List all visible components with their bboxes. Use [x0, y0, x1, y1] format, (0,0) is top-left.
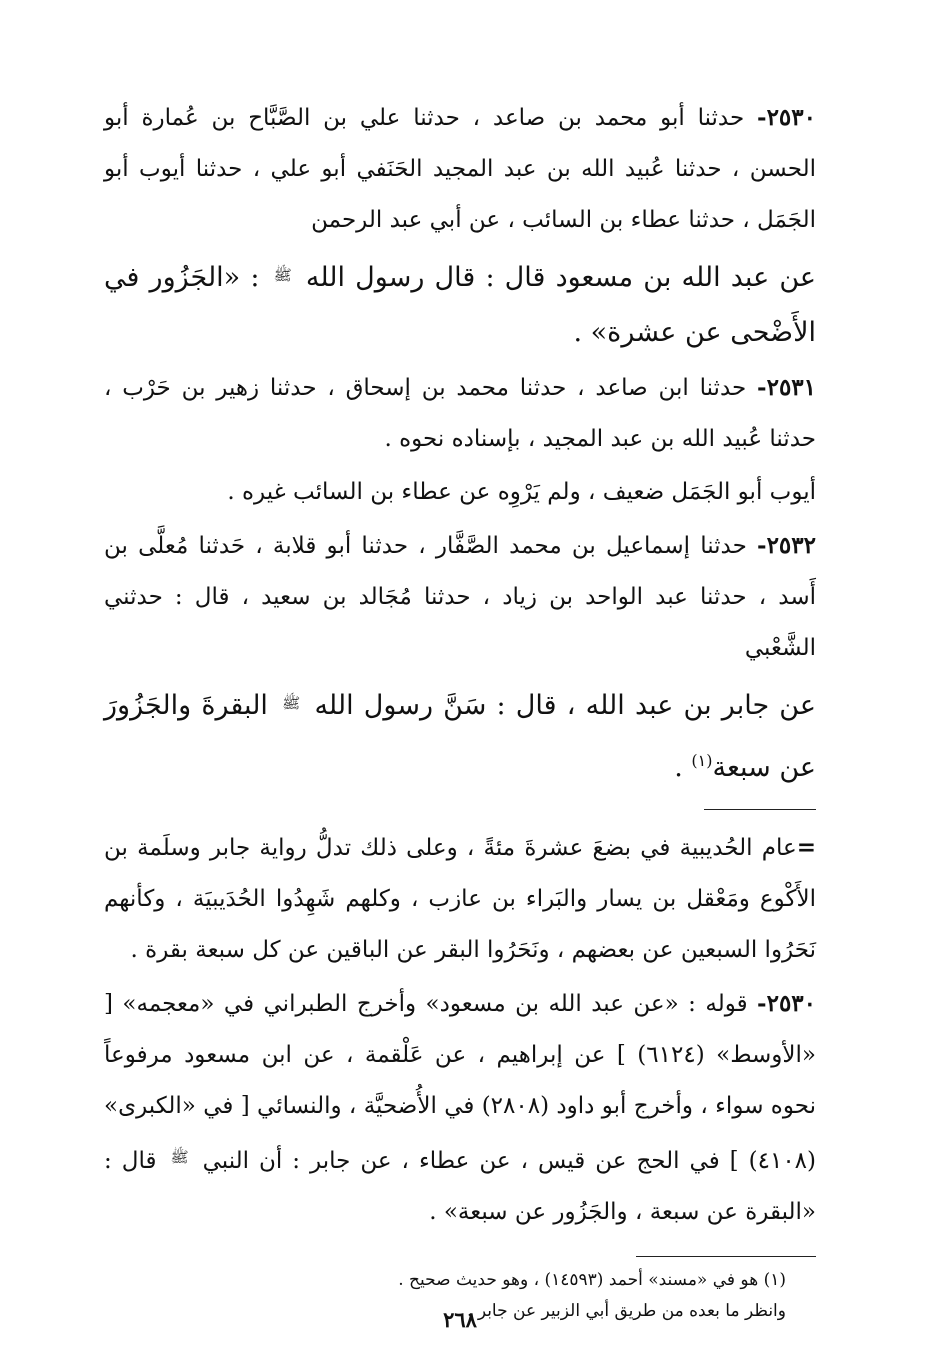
- hadith-2530-isnad: [104, 92, 816, 246]
- isnad-text: حدثنا إسماعيل بن محمد الصَّفَّار ، حدثنا أبو قلابة ، حَدثنا مُعلَّى بن أَسد ، حدثنا عبد الواحد بن زياد ، حدثنا مُجَالد بن سعيد ، قال : حدثني الشَّعْبي: [104, 533, 816, 661]
- hadith-2531-isnad: [104, 362, 816, 465]
- grading-text: أيوب أبو الجَمَل ضعيف ، ولم يَرْوِه عن عطاء بن السائب غيره .: [227, 479, 816, 505]
- document-page: [104, 92, 816, 1332]
- footnote-1: (١) هو في «مسند» أحمد (١٤٥٩٣) ، وهو حديث صحيح .: [398, 1270, 786, 1290]
- salawat-glyph: ﷺ: [273, 266, 292, 284]
- salawat-glyph: ﷺ: [170, 1148, 189, 1166]
- commentary-text: قال : «البقرة عن سبعة ، والجَزُور عن سبعة» .: [104, 1148, 816, 1225]
- hadith-number: ٢٥٣٠-: [757, 104, 816, 131]
- commentary-continuation: [104, 822, 816, 976]
- matn-text: عن جابر بن عبد الله ، قال : سَنَّ رسول الله: [314, 690, 816, 721]
- matn-text: : «الجَزُور في الأَضْحى عن عشرة» .: [104, 262, 816, 348]
- hadith-number: ٢٥٣١-: [757, 374, 817, 401]
- isnad-text: حدثنا ابن صاعد ، حدثنا محمد بن إسحاق ، حدثنا زهير بن حَرْب ، حدثنا عُبيد الله بن عبد المجيد ، بإسناده نحوه .: [104, 375, 816, 452]
- matn-text: .: [674, 752, 683, 783]
- continuation-mark: =: [796, 834, 816, 861]
- hadith-number: ٢٥٣٢-: [757, 532, 816, 559]
- commentary-divider: [704, 809, 816, 810]
- footnote-divider: [636, 1256, 816, 1257]
- footnote-1-continued: وانظر ما بعده من طريق أبي الزبير عن جابر .: [467, 1301, 786, 1321]
- hadith-2530-matn: [104, 248, 816, 360]
- commentary-text: عام الحُديبية في بضعَ عشرةَ مئةً ، وعلى ذلك تدلُّ رواية جابر وسلَمة بن الأَكْوع ومَعْقل بن يسار والبَراء بن عازب ، وكلهم شَهِدُوا الحُدَيبيَة ، وكأنهم نَحَرُوا السبعين عن بعضهم ، ونَحَرُوا البقر عن الباقين عن كل سبعة بقرة .: [104, 835, 816, 963]
- isnad-text: حدثنا أبو محمد بن صاعد ، حدثنا علي بن الصَّبَّاح بن عُمارة أبو الحسن ، حدثنا عُبيد الله بن عبد المجيد الحَنَفي أبو علي ، حدثنا أيوب أبو الجَمَل ، حدثنا عطاء بن السائب ، عن أبي عبد الرحمن: [104, 105, 816, 233]
- commentary-2530: [104, 978, 816, 1238]
- commentary-text: قوله : «عن عبد الله بن مسعود» وأخرج الطبراني في «معجمه» [ «الأوسط» (٦١٢٤) ] عن إبراهيم ، عن عَلْقمة ، عن ابن مسعود مرفوعاً نحوه سواء ، وأخرج أبو داود (٢٨٠٨) في الأُضحيَّة ، والنسائي [ في «الكبرى» (٤١٠٨) ] في الحج عن قيس ، عن عطاء ، عن جابر : أن النبي: [104, 991, 817, 1174]
- matn-text: البقرةَ والجَزُورَ عن سبعة: [104, 690, 816, 783]
- footnote-reference[interactable]: (١): [691, 751, 713, 770]
- hadith-2531-grading: [104, 467, 816, 518]
- page-number: ٢٦٨: [443, 1307, 477, 1332]
- hadith-number: ٢٥٣٠-: [757, 990, 817, 1017]
- hadith-2532-matn: [104, 676, 816, 795]
- salawat-glyph: ﷺ: [282, 694, 301, 712]
- hadith-2532-isnad: [104, 520, 816, 674]
- matn-text: عن عبد الله بن مسعود قال : قال رسول الله: [305, 262, 817, 293]
